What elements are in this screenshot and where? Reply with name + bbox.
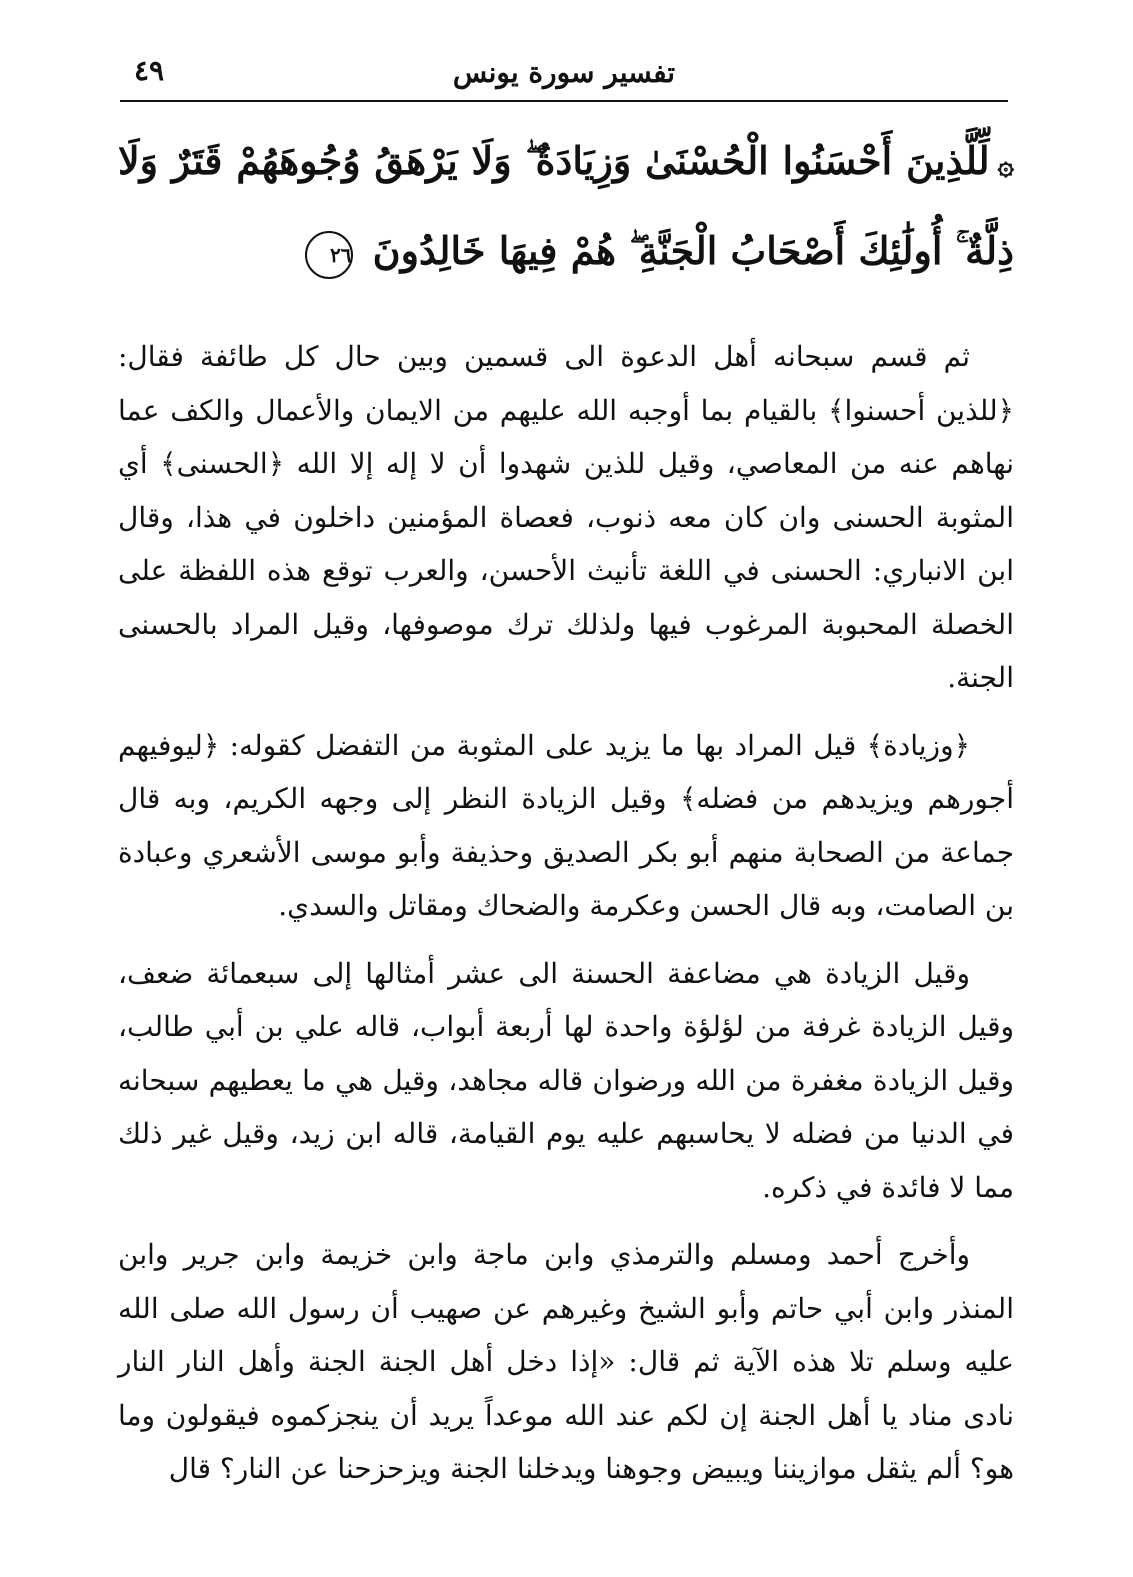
paragraph: وأخرج أحمد ومسلم والترمذي وابن ماجة وابن خزيمة وابن جرير وابن المنذر وابن أبي حاتم وأبو الشيخ وغيرهم عن صهيب أن رسول الله صلى الله عليه وسلم تلا هذه الآية ثم قال: «إذا دخل أهل الجنة الجنة وأهل النار النار نادى مناد يا أهل الجنة إن لكم عند الله موعداً يريد أن ينجزكموه فيقولون وما هو؟ ألم يثقل موازيننا ويبيض وجوهنا ويدخلنا الجنة ويزحزحنا عن النار؟ قال [118,1238,1014,1485]
verse-text: لِّلَّذِينَ أَحْسَنُوا الْحُسْنَىٰ وَزِيَادَةٌ ۖ وَلَا يَرْهَقُ وُجُوهَهُمْ قَتَرٌ وَلَا ذِلَّةٌ ۚ أُولَٰئِكَ أَصْحَابُ الْجَنَّةِ ۖ هُمْ فِيهَا خَالِدُونَ [118,138,1014,273]
ayah-number-mark: ٢٦ [305,231,353,279]
page-number: ٤٩ [134,54,165,87]
rub-el-hizb-icon: ۞ [997,148,1014,181]
page-header [120,54,1008,102]
running-title: تفسير سورة يونس [452,56,676,89]
quran-verse [118,118,1014,294]
paragraph: وقيل الزيادة هي مضاعفة الحسنة الى عشر أمثالها إلى سبعمائة ضعف، وقيل الزيادة غرفة من لؤلؤة واحدة لها أربعة أبواب، قاله علي بن أبي طالب، وقيل الزيادة مغفرة من الله ورضوان قاله مجاهد، وقيل هي ما يعطيهم سبحانه في الدنيا من فضله لا يحاسبهم عليه يوم القيامة، قاله ابن زيد، وقيل غير ذلك مما لا فائدة في ذكره. [118,956,1014,1204]
commentary-body [118,330,1014,1496]
paragraph: ثم قسم سبحانه أهل الدعوة الى قسمين وبين حال كل طائفة فقال: ﴿للذين أحسنوا﴾ بالقيام بما أوجبه الله عليهم من الايمان والأعمال والكف عما نهاهم عنه من المعاصي، وقيل للذين شهدوا أن لا إله إلا الله ﴿الحسنى﴾ أي المثوبة الحسنى وان كان معه ذنوب، فعصاة المؤمنين داخلون في هذا، وقال ابن الانباري: الحسنى في اللغة تأنيث الأحسن، والعرب توقع هذه اللفظة على الخصلة المحبوبة المرغوب فيها ولذلك ترك موصوفها، وقيل المراد بالحسنى الجنة. [118,340,1015,694]
paragraph: ﴿وزيادة﴾ قيل المراد بها ما يزيد على المثوبة من التفضل كقوله: ﴿ليوفيهم أجورهم ويزيدهم من فضله﴾ وقيل الزيادة النظر إلى وجهه الكريم، وبه قال جماعة من الصحابة منهم أبو بكر الصديق وحذيفة وأبو موسى الأشعري وعبادة بن الصامت، وبه قال الحسن وعكرمة والضحاك ومقاتل والسدي. [118,728,1014,922]
